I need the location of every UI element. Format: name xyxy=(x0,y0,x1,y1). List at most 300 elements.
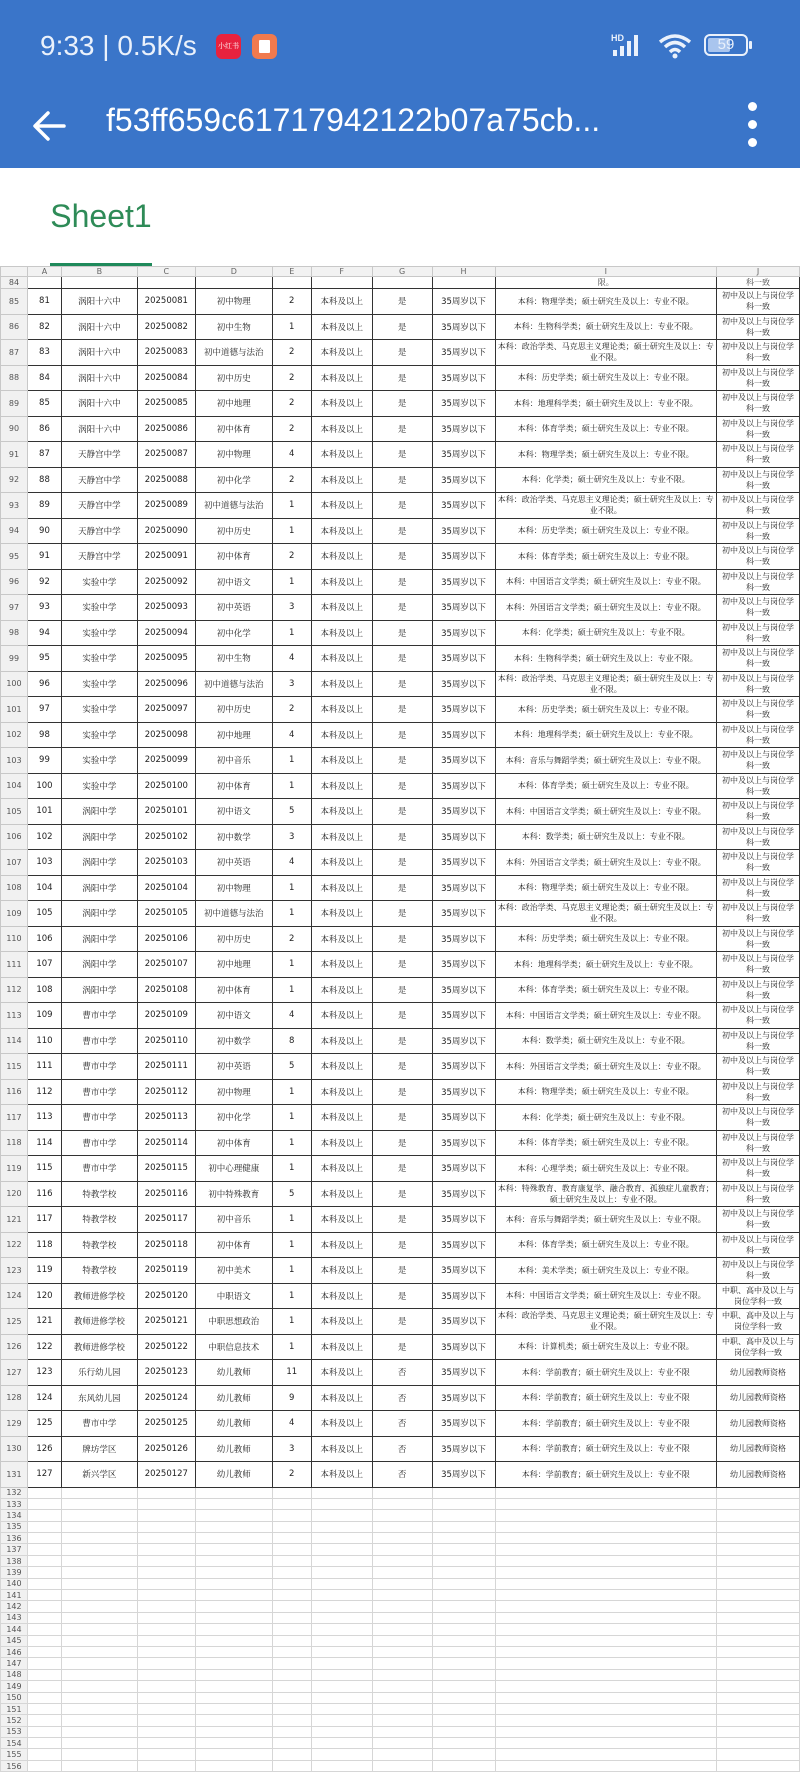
table-cell[interactable]: 20250110 xyxy=(137,1028,195,1054)
tab-sheet1[interactable] xyxy=(50,168,152,266)
empty-cell[interactable] xyxy=(311,1567,372,1578)
table-cell[interactable]: 本科：学前教育；硕士研究生及以上：专业不限 xyxy=(495,1411,717,1437)
table-cell[interactable]: 35周岁以下 xyxy=(432,289,495,315)
table-cell[interactable]: 教师进修学校 xyxy=(61,1334,137,1360)
empty-cell[interactable] xyxy=(311,1612,372,1623)
row-header[interactable]: 149 xyxy=(1,1681,28,1692)
table-cell[interactable]: 初中体育 xyxy=(195,1232,272,1258)
table-cell[interactable]: 是 xyxy=(372,1028,432,1054)
empty-cell[interactable] xyxy=(311,1487,372,1498)
row-header[interactable]: 143 xyxy=(1,1612,28,1623)
table-cell[interactable]: 是 xyxy=(372,1130,432,1156)
table-cell[interactable]: 本科：体育学类；硕士研究生及以上：专业不限。 xyxy=(495,977,717,1003)
table-cell[interactable]: 涡阳十六中 xyxy=(61,340,137,366)
table-cell[interactable]: 特教学校 xyxy=(61,1207,137,1233)
table-cell[interactable]: 实验中学 xyxy=(61,748,137,774)
table-cell[interactable]: 本科：体育学类；硕士研究生及以上：专业不限。 xyxy=(495,544,717,570)
table-cell[interactable]: 本科及以上 xyxy=(311,289,372,315)
table-cell[interactable]: 本科及以上 xyxy=(311,646,372,672)
table-cell[interactable]: 是 xyxy=(372,340,432,366)
table-cell[interactable]: 初中英语 xyxy=(195,595,272,621)
empty-cell[interactable] xyxy=(432,1646,495,1657)
row-header[interactable]: 139 xyxy=(1,1567,28,1578)
empty-cell[interactable] xyxy=(137,1646,195,1657)
row-header[interactable]: 108 xyxy=(1,875,28,901)
table-cell[interactable]: 是 xyxy=(372,518,432,544)
table-cell[interactable]: 幼儿园教师资格 xyxy=(717,1462,800,1488)
table-cell[interactable]: 本科及以上 xyxy=(311,467,372,493)
table-cell[interactable]: 特教学校 xyxy=(61,1232,137,1258)
empty-cell[interactable] xyxy=(372,1521,432,1532)
empty-cell[interactable] xyxy=(137,1544,195,1555)
column-header[interactable]: E xyxy=(272,267,311,277)
table-cell[interactable]: 103 xyxy=(27,850,61,876)
empty-cell[interactable] xyxy=(27,1760,61,1771)
empty-cell[interactable] xyxy=(311,1521,372,1532)
table-cell[interactable]: 20250123 xyxy=(137,1360,195,1386)
table-cell[interactable]: 20250085 xyxy=(137,391,195,417)
table-cell[interactable]: 是 xyxy=(372,799,432,825)
table-cell[interactable]: 初中及以上与岗位学科一致 xyxy=(717,748,800,774)
row-header[interactable]: 155 xyxy=(1,1749,28,1760)
empty-cell[interactable] xyxy=(717,1635,800,1646)
empty-cell[interactable] xyxy=(61,1749,137,1760)
table-cell[interactable]: 否 xyxy=(372,1385,432,1411)
empty-cell[interactable] xyxy=(717,1760,800,1771)
table-cell[interactable]: 教师进修学校 xyxy=(61,1309,137,1335)
table-cell[interactable]: 涡阳中学 xyxy=(61,799,137,825)
table-cell[interactable]: 是 xyxy=(372,1309,432,1335)
empty-cell[interactable] xyxy=(432,1726,495,1737)
empty-cell[interactable] xyxy=(61,1612,137,1623)
empty-cell[interactable] xyxy=(27,1544,61,1555)
table-cell[interactable]: 是 xyxy=(372,697,432,723)
table-cell[interactable] xyxy=(272,277,311,289)
table-cell[interactable]: 1 xyxy=(272,1232,311,1258)
empty-cell[interactable] xyxy=(27,1703,61,1714)
table-cell[interactable]: 1 xyxy=(272,875,311,901)
table-cell[interactable]: 否 xyxy=(372,1436,432,1462)
table-cell[interactable]: 本科：物理学类；硕士研究生及以上：专业不限。 xyxy=(495,289,717,315)
table-cell[interactable]: 初中及以上与岗位学科一致 xyxy=(717,493,800,519)
table-cell[interactable]: 初中及以上与岗位学科一致 xyxy=(717,1079,800,1105)
empty-cell[interactable] xyxy=(372,1498,432,1509)
empty-cell[interactable] xyxy=(195,1681,272,1692)
table-cell[interactable]: 本科及以上 xyxy=(311,1079,372,1105)
table-cell[interactable]: 本科及以上 xyxy=(311,365,372,391)
table-cell[interactable]: 本科：生物科学类；硕士研究生及以上：专业不限。 xyxy=(495,646,717,672)
table-cell[interactable]: 本科及以上 xyxy=(311,1207,372,1233)
empty-cell[interactable] xyxy=(372,1646,432,1657)
empty-cell[interactable] xyxy=(27,1533,61,1544)
empty-cell[interactable] xyxy=(137,1681,195,1692)
table-cell[interactable]: 本科：化学类；硕士研究生及以上：专业不限。 xyxy=(495,467,717,493)
table-cell[interactable]: 82 xyxy=(27,314,61,340)
column-header[interactable]: H xyxy=(432,267,495,277)
table-cell[interactable]: 2 xyxy=(272,544,311,570)
empty-cell[interactable] xyxy=(272,1498,311,1509)
table-cell[interactable]: 1 xyxy=(272,977,311,1003)
table-cell[interactable]: 中职思想政治 xyxy=(195,1309,272,1335)
table-cell[interactable]: 幼儿园教师资格 xyxy=(717,1411,800,1437)
empty-cell[interactable] xyxy=(372,1624,432,1635)
empty-cell[interactable] xyxy=(27,1612,61,1623)
empty-cell[interactable] xyxy=(311,1749,372,1760)
table-cell[interactable]: 幼儿园教师资格 xyxy=(717,1436,800,1462)
empty-cell[interactable] xyxy=(495,1669,717,1680)
column-header[interactable]: G xyxy=(372,267,432,277)
table-cell[interactable]: 初中及以上与岗位学科一致 xyxy=(717,289,800,315)
table-cell[interactable]: 1 xyxy=(272,314,311,340)
table-cell[interactable]: 是 xyxy=(372,1054,432,1080)
table-cell[interactable]: 初中体育 xyxy=(195,1130,272,1156)
table-cell[interactable]: 96 xyxy=(27,671,61,697)
table-cell[interactable]: 本科及以上 xyxy=(311,799,372,825)
table-cell[interactable]: 本科：外国语言文学类；硕士研究生及以上：专业不限。 xyxy=(495,1054,717,1080)
table-cell[interactable]: 本科及以上 xyxy=(311,1462,372,1488)
table-cell[interactable]: 本科：美术学类；硕士研究生及以上：专业不限。 xyxy=(495,1258,717,1284)
empty-cell[interactable] xyxy=(717,1715,800,1726)
empty-cell[interactable] xyxy=(717,1624,800,1635)
table-cell[interactable]: 35周岁以下 xyxy=(432,977,495,1003)
table-cell[interactable]: 初中及以上与岗位学科一致 xyxy=(717,1258,800,1284)
empty-cell[interactable] xyxy=(195,1521,272,1532)
table-cell[interactable]: 35周岁以下 xyxy=(432,850,495,876)
table-cell[interactable]: 本科：中国语言文学类；硕士研究生及以上：专业不限。 xyxy=(495,799,717,825)
table-cell[interactable]: 2 xyxy=(272,697,311,723)
table-cell[interactable]: 本科及以上 xyxy=(311,1334,372,1360)
table-cell[interactable]: 1 xyxy=(272,620,311,646)
table-cell[interactable]: 20250115 xyxy=(137,1156,195,1182)
table-cell[interactable]: 初中及以上与岗位学科一致 xyxy=(717,1130,800,1156)
table-cell[interactable]: 本科及以上 xyxy=(311,1156,372,1182)
table-cell[interactable]: 初中及以上与岗位学科一致 xyxy=(717,1181,800,1207)
empty-cell[interactable] xyxy=(195,1555,272,1566)
table-cell[interactable]: 本科及以上 xyxy=(311,1436,372,1462)
empty-cell[interactable] xyxy=(195,1601,272,1612)
table-cell[interactable]: 本科及以上 xyxy=(311,1385,372,1411)
empty-cell[interactable] xyxy=(495,1601,717,1612)
table-cell[interactable]: 1 xyxy=(272,1156,311,1182)
empty-cell[interactable] xyxy=(272,1624,311,1635)
empty-cell[interactable] xyxy=(61,1555,137,1566)
empty-cell[interactable] xyxy=(272,1669,311,1680)
empty-cell[interactable] xyxy=(61,1487,137,1498)
table-cell[interactable]: 35周岁以下 xyxy=(432,416,495,442)
table-cell[interactable]: 1 xyxy=(272,569,311,595)
table-cell[interactable]: 中职语文 xyxy=(195,1283,272,1309)
empty-cell[interactable] xyxy=(137,1612,195,1623)
empty-cell[interactable] xyxy=(137,1567,195,1578)
table-cell[interactable]: 初中地理 xyxy=(195,952,272,978)
empty-cell[interactable] xyxy=(137,1738,195,1749)
table-cell[interactable]: 特教学校 xyxy=(61,1258,137,1284)
empty-cell[interactable] xyxy=(311,1635,372,1646)
table-cell[interactable]: 初中及以上与岗位学科一致 xyxy=(717,416,800,442)
table-cell[interactable]: 110 xyxy=(27,1028,61,1054)
table-cell[interactable]: 35周岁以下 xyxy=(432,1232,495,1258)
table-cell[interactable]: 本科及以上 xyxy=(311,595,372,621)
empty-cell[interactable] xyxy=(717,1669,800,1680)
empty-cell[interactable] xyxy=(717,1749,800,1760)
table-cell[interactable]: 本科：数学类；硕士研究生及以上：专业不限。 xyxy=(495,824,717,850)
table-cell[interactable]: 126 xyxy=(27,1436,61,1462)
empty-cell[interactable] xyxy=(311,1726,372,1737)
table-cell[interactable]: 本科：外国语言文学类；硕士研究生及以上：专业不限。 xyxy=(495,850,717,876)
table-cell[interactable]: 2 xyxy=(272,289,311,315)
table-cell[interactable]: 初中及以上与岗位学科一致 xyxy=(717,1232,800,1258)
empty-cell[interactable] xyxy=(195,1487,272,1498)
empty-cell[interactable] xyxy=(495,1590,717,1601)
table-cell[interactable]: 1 xyxy=(272,1283,311,1309)
table-cell[interactable]: 本科：地理科学类；硕士研究生及以上：专业不限。 xyxy=(495,391,717,417)
table-cell[interactable]: 99 xyxy=(27,748,61,774)
table-cell[interactable]: 本科：中国语言文学类；硕士研究生及以上：专业不限。 xyxy=(495,569,717,595)
table-cell[interactable]: 3 xyxy=(272,824,311,850)
empty-cell[interactable] xyxy=(372,1703,432,1714)
row-header[interactable]: 145 xyxy=(1,1635,28,1646)
empty-cell[interactable] xyxy=(27,1624,61,1635)
table-cell[interactable]: 本科：中国语言文学类；硕士研究生及以上：专业不限。 xyxy=(495,1003,717,1029)
empty-cell[interactable] xyxy=(717,1533,800,1544)
table-cell[interactable]: 初中及以上与岗位学科一致 xyxy=(717,1207,800,1233)
table-cell[interactable]: 20250081 xyxy=(137,289,195,315)
table-cell[interactable]: 初中道德与法治 xyxy=(195,901,272,927)
empty-cell[interactable] xyxy=(495,1521,717,1532)
table-cell[interactable]: 20250102 xyxy=(137,824,195,850)
empty-cell[interactable] xyxy=(311,1533,372,1544)
empty-cell[interactable] xyxy=(27,1510,61,1521)
empty-cell[interactable] xyxy=(432,1749,495,1760)
table-cell[interactable]: 中职信息技术 xyxy=(195,1334,272,1360)
empty-cell[interactable] xyxy=(372,1590,432,1601)
row-header[interactable]: 146 xyxy=(1,1646,28,1657)
table-cell[interactable]: 106 xyxy=(27,926,61,952)
table-cell[interactable]: 否 xyxy=(372,1360,432,1386)
row-header[interactable]: 115 xyxy=(1,1054,28,1080)
empty-cell[interactable] xyxy=(717,1567,800,1578)
table-cell[interactable]: 本科及以上 xyxy=(311,493,372,519)
table-cell[interactable]: 2 xyxy=(272,416,311,442)
table-cell[interactable]: 初中物理 xyxy=(195,289,272,315)
table-cell[interactable]: 2 xyxy=(272,340,311,366)
table-cell[interactable]: 84 xyxy=(27,365,61,391)
table-cell[interactable]: 是 xyxy=(372,391,432,417)
table-cell[interactable]: 初中及以上与岗位学科一致 xyxy=(717,620,800,646)
empty-cell[interactable] xyxy=(272,1544,311,1555)
table-cell[interactable]: 是 xyxy=(372,442,432,468)
table-cell[interactable]: 20250127 xyxy=(137,1462,195,1488)
table-cell[interactable]: 20250098 xyxy=(137,722,195,748)
empty-cell[interactable] xyxy=(27,1590,61,1601)
table-cell[interactable]: 本科：政治学类、马克思主义理论类；硕士研究生及以上：专业不限。 xyxy=(495,493,717,519)
table-cell[interactable]: 35周岁以下 xyxy=(432,1436,495,1462)
empty-cell[interactable] xyxy=(432,1738,495,1749)
row-header[interactable]: 103 xyxy=(1,748,28,774)
empty-cell[interactable] xyxy=(61,1521,137,1532)
table-cell[interactable]: 初中历史 xyxy=(195,518,272,544)
empty-cell[interactable] xyxy=(137,1533,195,1544)
empty-cell[interactable] xyxy=(372,1612,432,1623)
table-cell[interactable]: 初中语文 xyxy=(195,799,272,825)
table-cell[interactable]: 本科及以上 xyxy=(311,442,372,468)
empty-cell[interactable] xyxy=(372,1669,432,1680)
table-cell[interactable]: 初中道德与法治 xyxy=(195,671,272,697)
row-header[interactable]: 150 xyxy=(1,1692,28,1703)
empty-cell[interactable] xyxy=(195,1658,272,1669)
empty-cell[interactable] xyxy=(61,1738,137,1749)
empty-cell[interactable] xyxy=(432,1669,495,1680)
empty-cell[interactable] xyxy=(137,1498,195,1509)
table-cell[interactable]: 本科：体育学类；硕士研究生及以上：专业不限。 xyxy=(495,1130,717,1156)
table-cell[interactable]: 35周岁以下 xyxy=(432,824,495,850)
row-header[interactable]: 144 xyxy=(1,1624,28,1635)
table-cell[interactable]: 35周岁以下 xyxy=(432,1385,495,1411)
table-cell[interactable]: 是 xyxy=(372,493,432,519)
empty-cell[interactable] xyxy=(717,1510,800,1521)
table-cell[interactable]: 是 xyxy=(372,901,432,927)
table-cell[interactable]: 本科及以上 xyxy=(311,1258,372,1284)
table-cell[interactable]: 中职、高中及以上与岗位学科一致 xyxy=(717,1334,800,1360)
table-cell[interactable]: 1 xyxy=(272,773,311,799)
table-cell[interactable]: 幼儿教师 xyxy=(195,1360,272,1386)
table-cell[interactable]: 108 xyxy=(27,977,61,1003)
empty-cell[interactable] xyxy=(137,1601,195,1612)
table-cell[interactable]: 初中及以上与岗位学科一致 xyxy=(717,518,800,544)
row-header[interactable]: 156 xyxy=(1,1760,28,1771)
column-header[interactable]: C xyxy=(137,267,195,277)
empty-cell[interactable] xyxy=(432,1578,495,1589)
table-cell[interactable]: 是 xyxy=(372,1232,432,1258)
table-cell[interactable]: 是 xyxy=(372,365,432,391)
row-header[interactable]: 98 xyxy=(1,620,28,646)
table-cell[interactable]: 实验中学 xyxy=(61,722,137,748)
table-cell[interactable]: 116 xyxy=(27,1181,61,1207)
empty-cell[interactable] xyxy=(432,1487,495,1498)
table-cell[interactable]: 115 xyxy=(27,1156,61,1182)
empty-cell[interactable] xyxy=(137,1715,195,1726)
table-cell[interactable]: 20250108 xyxy=(137,977,195,1003)
table-cell[interactable]: 1 xyxy=(272,1334,311,1360)
row-header[interactable]: 129 xyxy=(1,1411,28,1437)
empty-cell[interactable] xyxy=(61,1692,137,1703)
table-cell[interactable]: 90 xyxy=(27,518,61,544)
table-cell[interactable]: 81 xyxy=(27,289,61,315)
table-cell[interactable]: 是 xyxy=(372,671,432,697)
empty-cell[interactable] xyxy=(61,1635,137,1646)
row-header[interactable]: 118 xyxy=(1,1130,28,1156)
table-cell[interactable]: 91 xyxy=(27,544,61,570)
empty-cell[interactable] xyxy=(61,1624,137,1635)
table-cell[interactable]: 4 xyxy=(272,442,311,468)
empty-cell[interactable] xyxy=(717,1612,800,1623)
table-cell[interactable]: 初中及以上与岗位学科一致 xyxy=(717,646,800,672)
table-cell[interactable]: 20250105 xyxy=(137,901,195,927)
empty-cell[interactable] xyxy=(432,1624,495,1635)
table-cell[interactable]: 20250113 xyxy=(137,1105,195,1131)
empty-cell[interactable] xyxy=(27,1521,61,1532)
empty-cell[interactable] xyxy=(432,1692,495,1703)
table-cell[interactable]: 35周岁以下 xyxy=(432,1181,495,1207)
table-cell[interactable]: 2 xyxy=(272,926,311,952)
empty-cell[interactable] xyxy=(195,1703,272,1714)
table-cell[interactable]: 本科及以上 xyxy=(311,901,372,927)
empty-cell[interactable] xyxy=(717,1681,800,1692)
table-cell[interactable]: 初中体育 xyxy=(195,416,272,442)
table-cell[interactable]: 35周岁以下 xyxy=(432,1079,495,1105)
table-cell[interactable]: 4 xyxy=(272,646,311,672)
table-cell[interactable]: 是 xyxy=(372,952,432,978)
empty-cell[interactable] xyxy=(311,1498,372,1509)
table-cell[interactable] xyxy=(27,277,61,289)
row-header[interactable]: 120 xyxy=(1,1181,28,1207)
empty-cell[interactable] xyxy=(495,1760,717,1771)
table-cell[interactable]: 本科及以上 xyxy=(311,1054,372,1080)
empty-cell[interactable] xyxy=(272,1658,311,1669)
row-header[interactable]: 84 xyxy=(1,277,28,289)
row-header[interactable]: 96 xyxy=(1,569,28,595)
table-cell[interactable]: 35周岁以下 xyxy=(432,544,495,570)
table-cell[interactable]: 本科及以上 xyxy=(311,340,372,366)
table-cell[interactable]: 本科：学前教育；硕士研究生及以上：专业不限 xyxy=(495,1360,717,1386)
table-cell[interactable]: 89 xyxy=(27,493,61,519)
empty-cell[interactable] xyxy=(717,1726,800,1737)
table-cell[interactable]: 是 xyxy=(372,824,432,850)
table-cell[interactable]: 实验中学 xyxy=(61,569,137,595)
empty-cell[interactable] xyxy=(195,1646,272,1657)
table-cell[interactable]: 117 xyxy=(27,1207,61,1233)
empty-cell[interactable] xyxy=(311,1681,372,1692)
empty-cell[interactable] xyxy=(195,1612,272,1623)
empty-cell[interactable] xyxy=(272,1578,311,1589)
empty-cell[interactable] xyxy=(27,1567,61,1578)
table-cell[interactable]: 3 xyxy=(272,595,311,621)
row-header[interactable]: 130 xyxy=(1,1436,28,1462)
row-header[interactable]: 93 xyxy=(1,493,28,519)
table-cell[interactable]: 4 xyxy=(272,1003,311,1029)
table-cell[interactable]: 20250088 xyxy=(137,467,195,493)
table-cell[interactable]: 天静宫中学 xyxy=(61,518,137,544)
table-cell[interactable]: 114 xyxy=(27,1130,61,1156)
table-cell[interactable] xyxy=(372,277,432,289)
empty-cell[interactable] xyxy=(27,1498,61,1509)
table-cell[interactable]: 本科及以上 xyxy=(311,671,372,697)
table-cell[interactable]: 35周岁以下 xyxy=(432,340,495,366)
table-cell[interactable]: 本科：政治学类、马克思主义理论类；硕士研究生及以上：专业不限。 xyxy=(495,1309,717,1335)
table-cell[interactable]: 本科及以上 xyxy=(311,391,372,417)
table-cell[interactable]: 初中及以上与岗位学科一致 xyxy=(717,722,800,748)
table-cell[interactable]: 初中物理 xyxy=(195,442,272,468)
table-cell[interactable]: 1 xyxy=(272,518,311,544)
table-cell[interactable]: 11 xyxy=(272,1360,311,1386)
table-cell[interactable]: 初中及以上与岗位学科一致 xyxy=(717,773,800,799)
table-cell[interactable]: 20250095 xyxy=(137,646,195,672)
table-cell[interactable]: 1 xyxy=(272,493,311,519)
empty-cell[interactable] xyxy=(195,1726,272,1737)
empty-cell[interactable] xyxy=(495,1578,717,1589)
table-cell[interactable]: 幼儿教师 xyxy=(195,1462,272,1488)
row-header[interactable]: 116 xyxy=(1,1079,28,1105)
empty-cell[interactable] xyxy=(495,1544,717,1555)
table-cell[interactable]: 初中体育 xyxy=(195,773,272,799)
row-header[interactable]: 105 xyxy=(1,799,28,825)
table-cell[interactable]: 本科：地理科学类；硕士研究生及以上：专业不限。 xyxy=(495,722,717,748)
table-cell[interactable]: 本科：地理科学类；硕士研究生及以上：专业不限。 xyxy=(495,952,717,978)
empty-cell[interactable] xyxy=(272,1715,311,1726)
table-cell[interactable]: 本科：学前教育；硕士研究生及以上：专业不限 xyxy=(495,1385,717,1411)
table-cell[interactable]: 涡阳中学 xyxy=(61,824,137,850)
table-cell[interactable]: 35周岁以下 xyxy=(432,901,495,927)
